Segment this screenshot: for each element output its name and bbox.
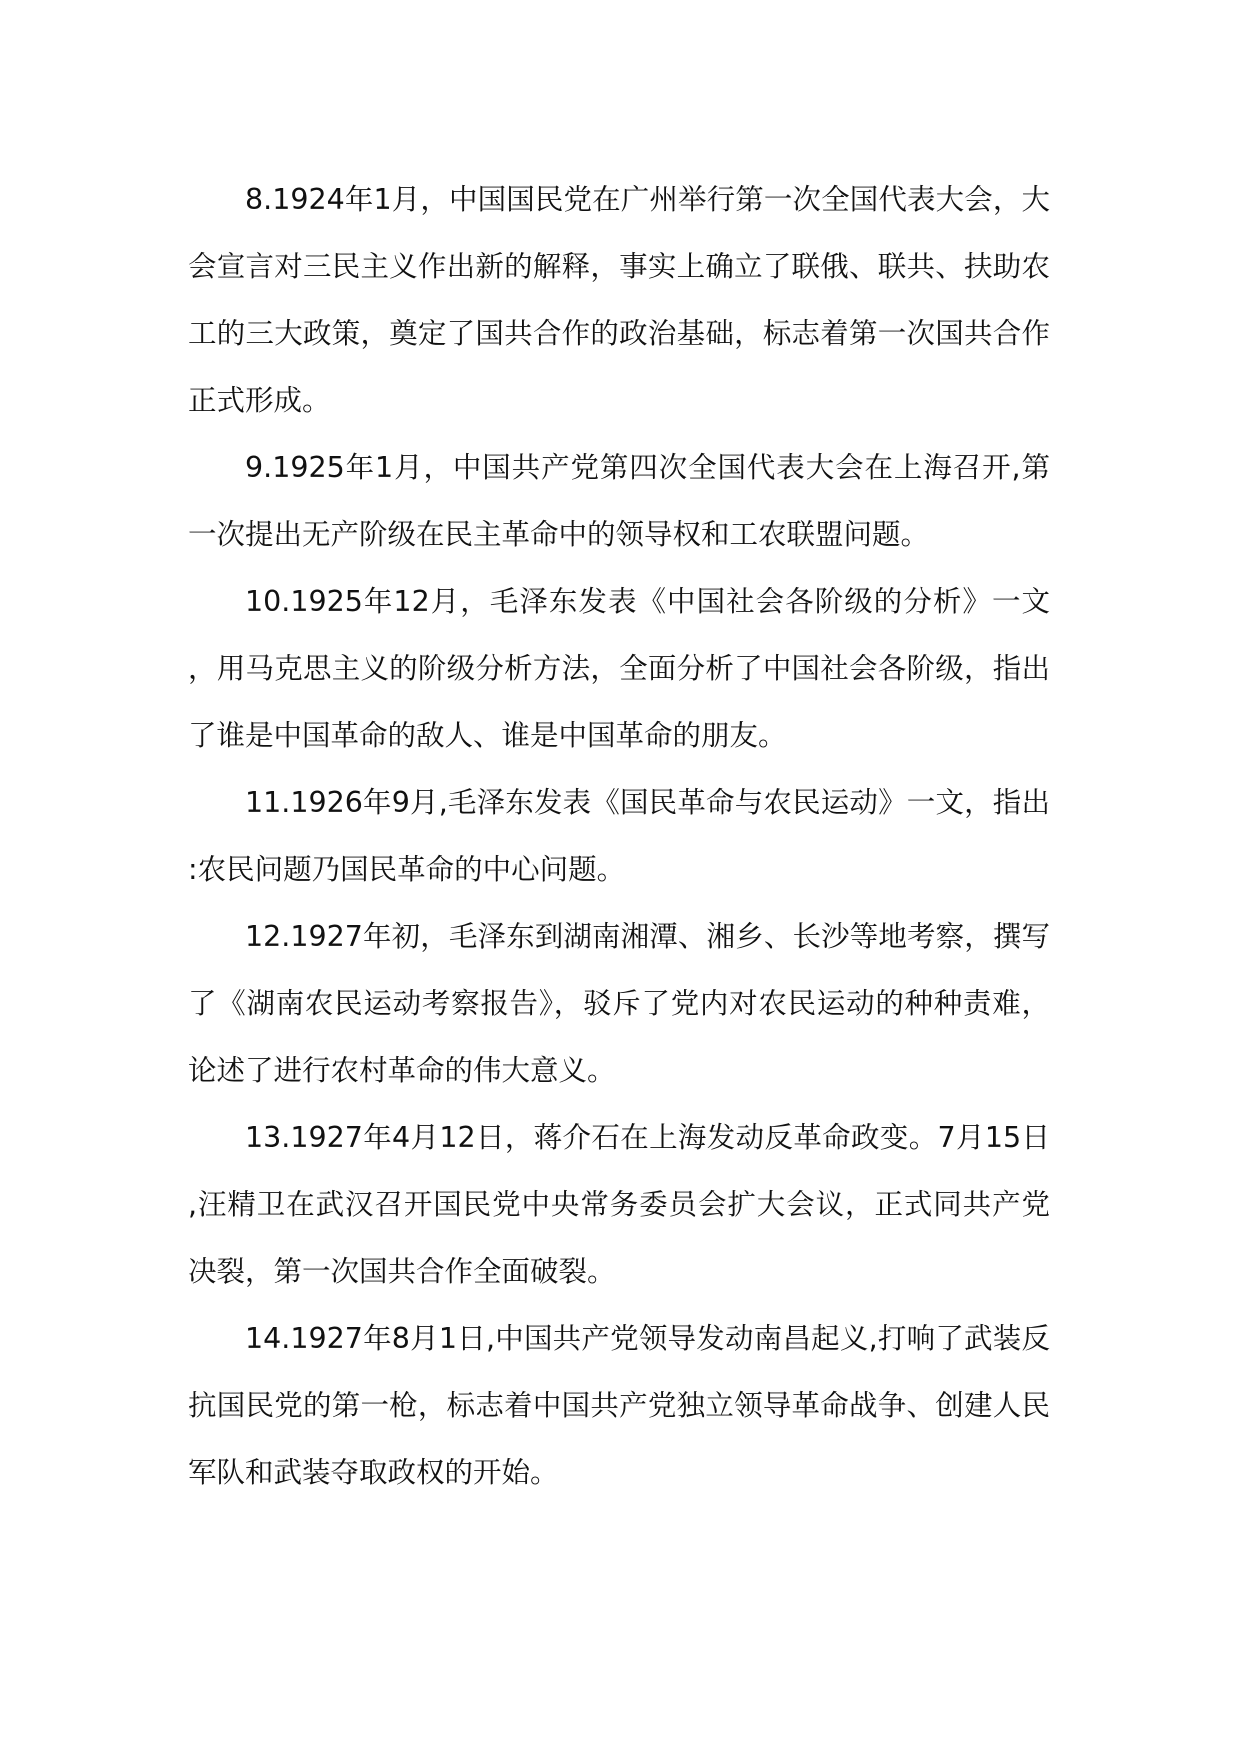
paragraph-item-13: 13.1927年4月12日，蒋介石在上海发动反革命政变。7月15日,汪精卫在武汉召开国民党中央常务委员会扩大会议，正式同共产党决裂，第一次国共合作全面破裂。 xyxy=(188,1121,1050,1288)
paragraph-item-9: 9.1925年1月，中国共产党第四次全国代表大会在上海召开,第一次提出无产阶级在民主革命中的领导权和工农联盟问题。 xyxy=(188,451,1050,551)
paragraph-item-8: 8.1924年1月，中国国民党在广州举行第一次全国代表大会，大会宣言对三民主义作出新的解释，事实上确立了联俄、联共、扶助农工的三大政策，奠定了国共合作的政治基础，标志着第一次国共合作正式形成。 xyxy=(188,183,1050,417)
document-body xyxy=(188,166,1050,1506)
paragraph-item-11: 11.1926年9月,毛泽东发表《国民革命与农民运动》一文，指出:农民问题乃国民革命的中心问题。 xyxy=(188,786,1050,886)
paragraph-item-10: 10.1925年12月，毛泽东发表《中国社会各阶级的分析》一文，用马克思主义的阶级分析方法，全面分析了中国社会各阶级，指出了谁是中国革命的敌人、谁是中国革命的朋友。 xyxy=(188,585,1050,752)
paragraph-item-12: 12.1927年初，毛泽东到湖南湘潭、湘乡、长沙等地考察，撰写了《湖南农民运动考察报告》，驳斥了党内对农民运动的种种责难，论述了进行农村革命的伟大意义。 xyxy=(188,920,1050,1087)
paragraph-item-14: 14.1927年8月1日,中国共产党领导发动南昌起义,打响了武装反抗国民党的第一枪，标志着中国共产党独立领导革命战争、创建人民军队和武装夺取政权的开始。 xyxy=(188,1322,1050,1489)
